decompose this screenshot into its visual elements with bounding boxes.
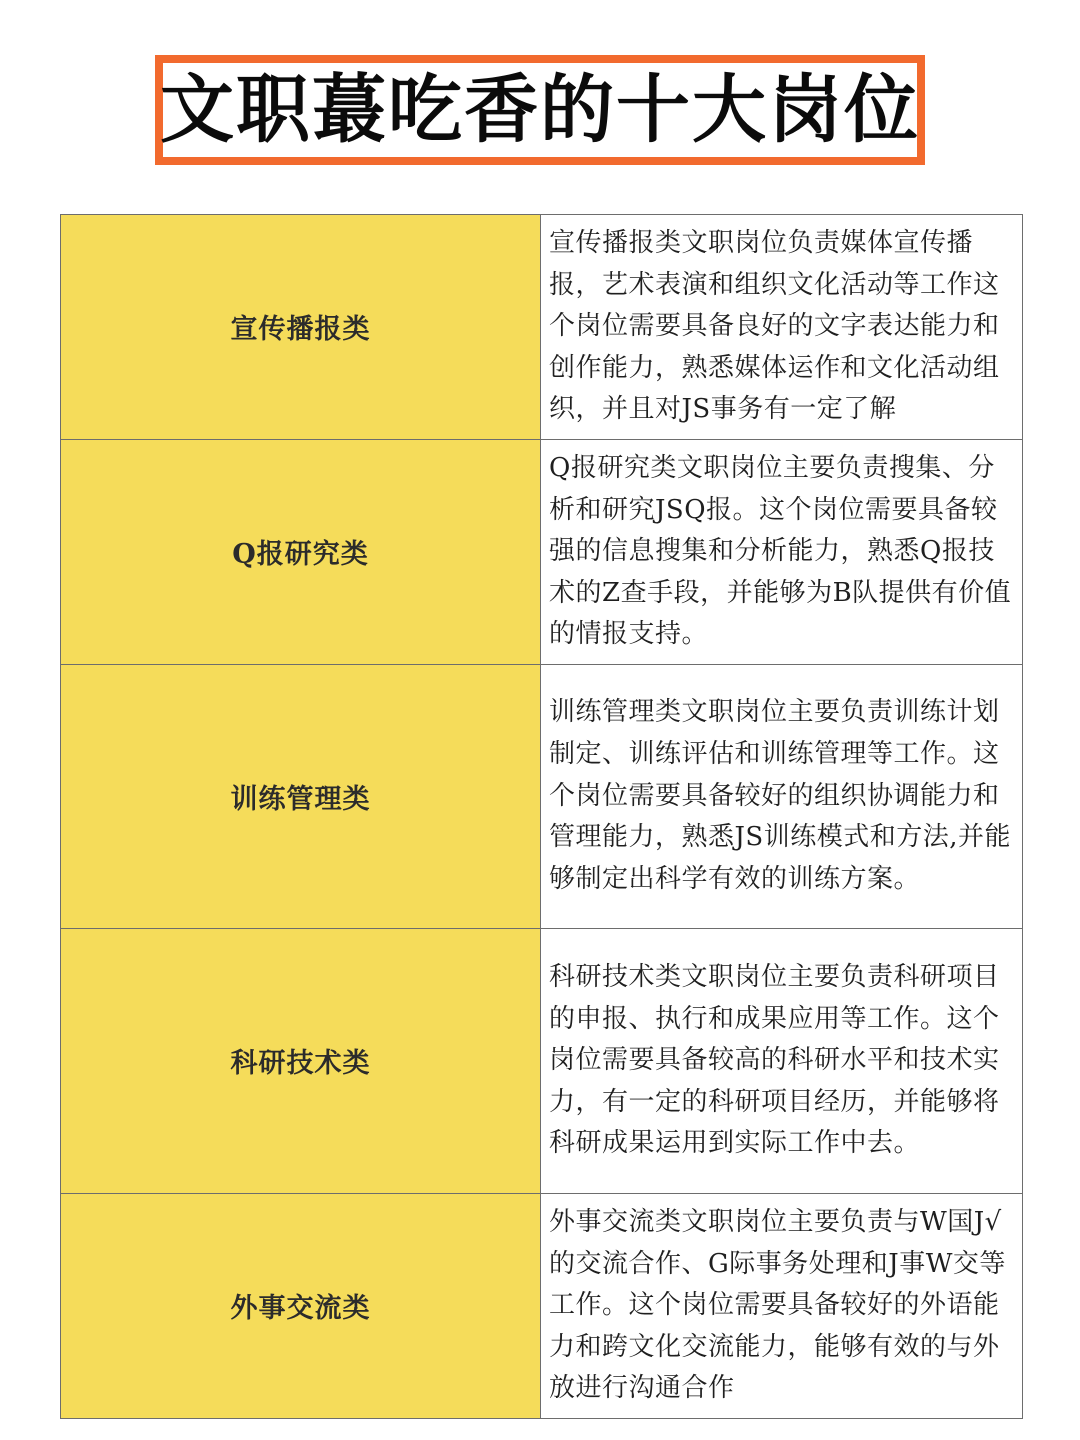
table-row: [61, 664, 1023, 928]
table-row: [61, 1193, 1023, 1418]
category-cell: [61, 439, 541, 664]
description-cell: [541, 215, 1023, 440]
category-label: 外事交流类: [230, 1293, 371, 1325]
category-description: 外事交流类文职岗位主要负责与W国J√的交流合作、G际事务处理和J事W交等工作。这个岗位需要具备较好的外语能力和跨文化交流能力，能够有效的与外放进行沟通合作: [549, 1206, 1006, 1404]
category-description: 宣传播报类文职岗位负责媒体宣传播报，艺术表演和组织文化活动等工作这个岗位需要具备良好的文字表达能力和创作能力，熟悉媒体运作和文化活动组织，并且对JS事务有一定了解: [549, 228, 1000, 425]
description-cell: [541, 439, 1023, 664]
description-cell: [541, 1193, 1023, 1418]
title-frame: [155, 55, 925, 165]
category-description: 训练管理类文职岗位主要负责训练计划制定、训练评估和训练管理等工作。这个岗位需要具备较好的组织协调能力和管理能力，熟悉JS训练模式和方法,并能够制定出科学有效的训练方案。: [549, 697, 1011, 894]
category-label: Q报研究类: [232, 539, 369, 571]
category-label: 训练管理类: [230, 783, 371, 815]
description-cell: [541, 664, 1023, 928]
category-description: Q报研究类文职岗位主要负责搜集、分析和研究JSQ报。这个岗位需要具备较强的信息搜集和分析能力，熟悉Q报技术的Z查手段，并能够为B队提供有价值的情报支持。: [549, 452, 1012, 650]
table-row: [61, 928, 1023, 1193]
category-description: 科研技术类文职岗位主要负责科研项目的申报、执行和成果应用等工作。这个岗位需要具备较高的科研水平和技术实力，有一定的科研项目经历，并能够将科研成果运用到实际工作中去。: [549, 961, 1000, 1159]
category-cell: [61, 664, 541, 928]
category-cell: [61, 928, 541, 1193]
table-row: [61, 439, 1023, 664]
category-cell: [61, 1193, 541, 1418]
category-label: 科研技术类: [230, 1048, 371, 1080]
description-cell: [541, 928, 1023, 1193]
category-label: 宣传播报类: [230, 314, 371, 346]
category-cell: [61, 215, 541, 440]
page-title: 文职蕞吃香的十大岗位: [160, 67, 920, 153]
job-category-table: [60, 214, 1023, 1419]
table-row: [61, 215, 1023, 440]
